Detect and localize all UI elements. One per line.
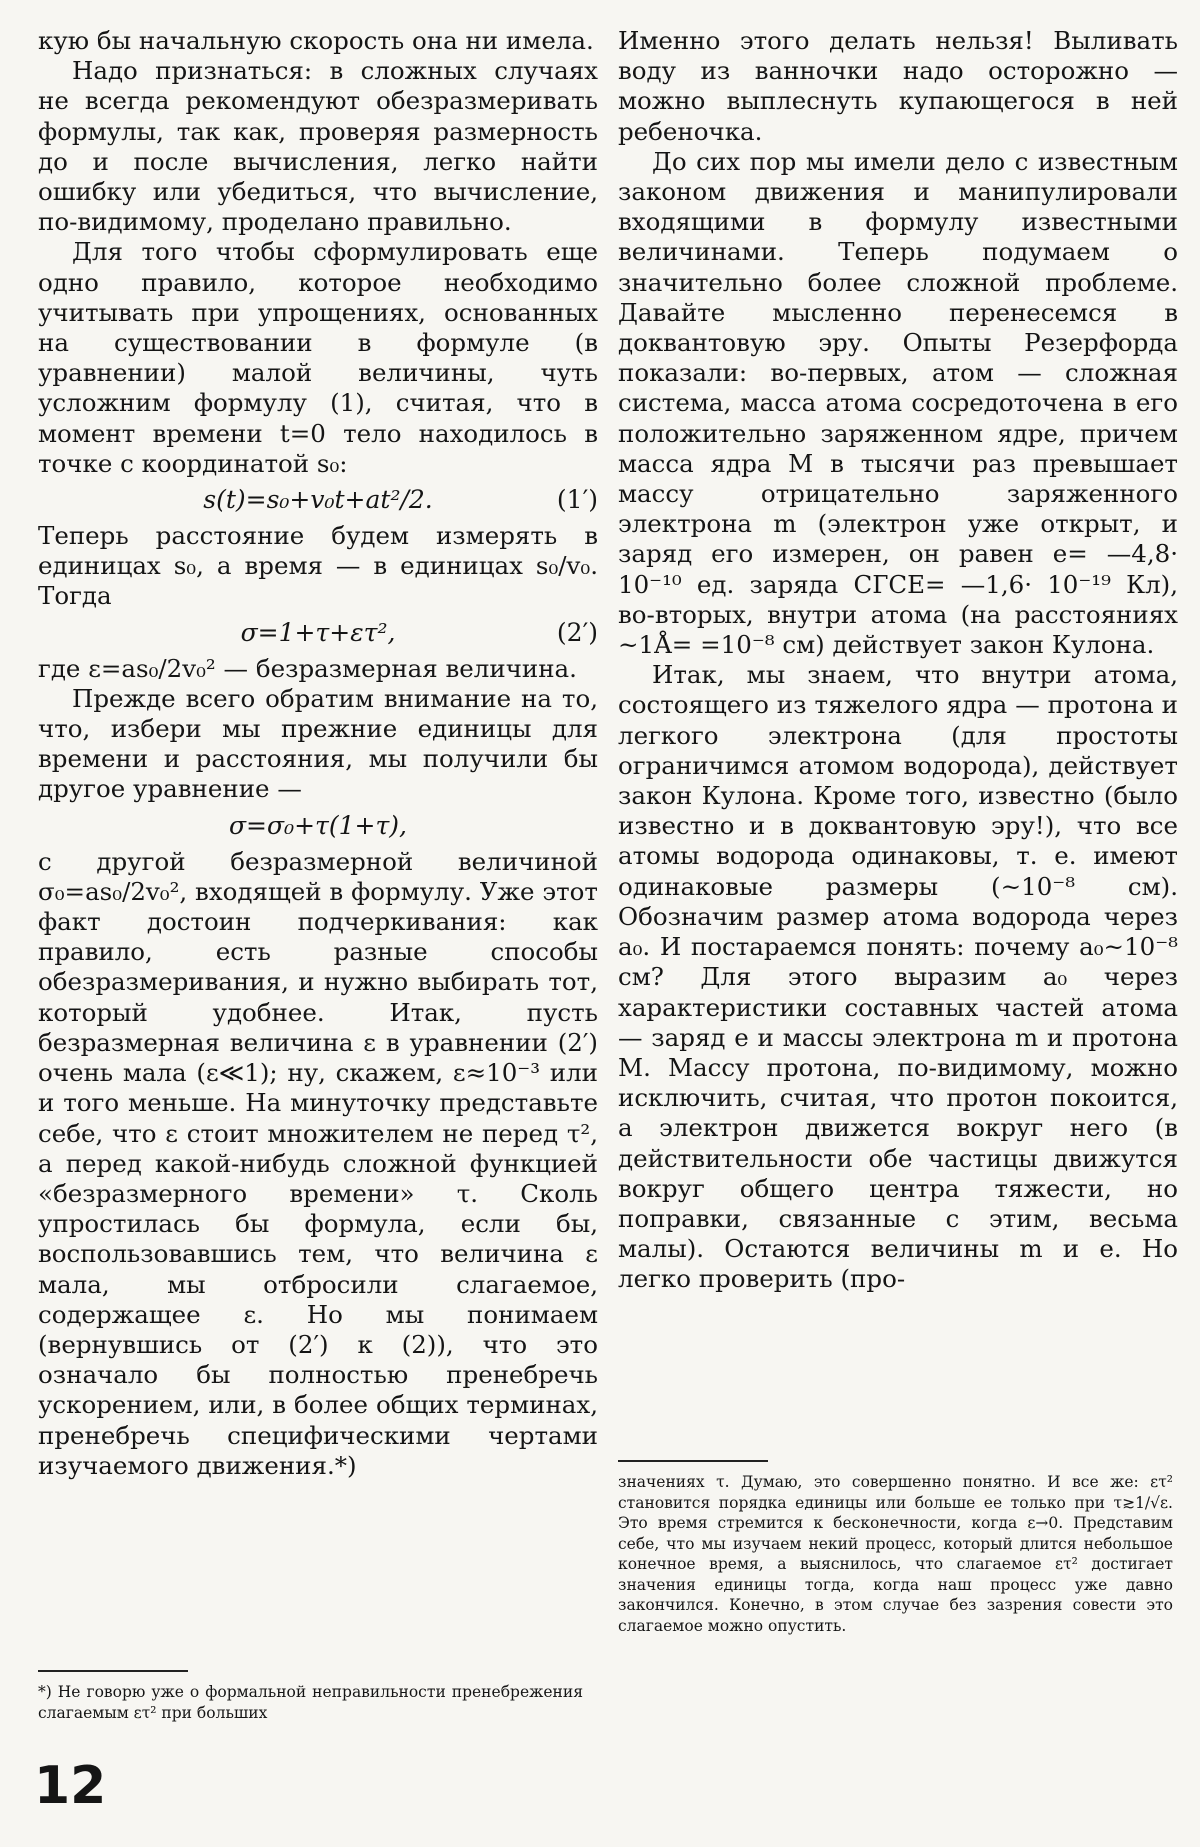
paragraph: Итак, мы знаем, что внутри атома, состоящего из тяжелого ядра — протона и легкого электрона (для простоты ограничимся атомом водорода), действует закон Кулона. Кроме того, известно (было известно и в доквантовую эру!), что все атомы водорода одинаковы, т. е. имеют одинаковые размеры (~10⁻⁸ см). Обозначим размер атома водорода через a₀. И постараемся понять: почему a₀~10⁻⁸ см? Для этого выразим a₀ через характеристики составных частей атома — заряд e и массы электрона m и протона M. Массу протона, по-видимому, можно исключить, считая, что протон покоится, а электрон движется вокруг него (в действительности обе частицы движутся вокруг общего центра тяжести, но поправки, связанные с этим, весьма малы). Остаются величины m и e. Но легко проверить (про- — [618, 660, 1178, 1294]
paragraph: Именно этого делать нельзя! Выливать воду из ванночки надо осторожно — можно выплеснуть купающегося в ней ребеночка. — [618, 26, 1178, 146]
paragraph: Прежде всего обратим внимание на то, что, избери мы прежние единицы для времени и расстояния, мы получили бы другое уравнение — — [38, 683, 598, 804]
paragraph: где ε=as₀/2v₀² — безразмерная величина. — [38, 653, 577, 683]
paragraph: Надо признаться: в сложных случаях не всегда рекомендуют обезразмеривать формулы, так как, проверяя размерность до и после вычисления, легко найти ошибку или убедиться, что вычисление, по-видимому, проделано правильно. — [38, 56, 598, 237]
formula-number: (1′) — [556, 485, 598, 515]
formula-number: (2′) — [556, 617, 598, 647]
footnote: *) Не говорю уже о формальной неправильности пренебрежения слагаемым ετ² при больших — [38, 1683, 583, 1722]
formula-2-prime — [38, 618, 598, 648]
formula-text: σ=1+τ+ετ², — [240, 617, 396, 647]
paragraph: с другой безразмерной величиной σ₀=as₀/2v₀², входящей в формулу. Уже этот факт достоин подчеркивания: как правило, есть разные способы обезразмеривания, и нужно выбирать тот, который удобнее. Итак, пусть безразмерная величина ε в уравнении (2′) очень мала (ε≪1); ну, скажем, ε≈10⁻³ или и того меньше. На минуточку представьте себе, что ε стоит множителем не перед τ², а перед какой-нибудь сложной функцией «безразмерного времени» τ. Сколь упростилась бы формула, если бы, воспользовавшись тем, что величина ε мала, мы отбросили слагаемое, содержащее ε. Но мы понимаем (вернувшись от (2′) к (2)), что это означало бы полностью пренебречь ускорением, или, в более общих терминах, пренебречь специфическими чертами изучаемого движения.*) — [38, 846, 598, 1480]
footnote-divider — [38, 1670, 188, 1672]
paragraph: Для того чтобы сформулировать еще одно правило, которое необходимо учитывать при упрощениях, основанных на существовании в формуле (в уравнении) малой величины, чуть усложним формулу (1), считая, что в момент времени t=0 тело находилось в точке с координатой s₀: — [38, 237, 598, 478]
footnote-continuation: значениях τ. Думаю, это совершенно понятно. И все же: ετ² становится порядка единицы или больше ее только при τ≳1/√ε. Это время стремится к бесконечности, когда ε→0. Представим себе, что мы изучаем некий процесс, который длится небольшое конечное время, а выяснилось, что слагаемое ετ² достигает значения единицы тогда, когда наш процесс уже давно закончился. Конечно, в этом случае без зазрения совести это слагаемое можно опустить. — [618, 1473, 1173, 1635]
left-footnote-area — [38, 1670, 583, 1723]
paragraph: Теперь расстояние будем измерять в единицах s₀, а время — в единицах s₀/v₀. Тогда — [38, 521, 598, 611]
left-column — [38, 26, 598, 1481]
formula-1-prime — [38, 485, 598, 515]
formula-3 — [38, 811, 598, 841]
formula-text: s(t)=s₀+v₀t+at²/2. — [203, 485, 433, 515]
paragraph: До сих пор мы имели дело с известным законом движения и манипулировали входящими в формулу известными величинами. Теперь подумаем о значительно более сложной проблеме. Давайте мысленно перенесемся в доквантовую эру. Опыты Резерфорда показали: во-первых, атом — сложная система, масса атома сосредоточена в его положительно заряженном ядре, причем масса ядра M в тысячи раз превышает массу отрицательно заряженного электрона m (электрон уже открыт, и заряд его измерен, он равен e= —4,8· 10⁻¹⁰ ед. заряда СГСЕ= —1,6· 10⁻¹⁹ Кл), во-вторых, внутри атома (на расстояниях ~1Å= =10⁻⁸ см) действует закон Кулона. — [618, 146, 1178, 660]
page-number: 12 — [34, 1756, 107, 1816]
formula-text: σ=σ₀+τ(1+τ), — [228, 810, 407, 840]
paragraph: кую бы начальную скорость она ни имела. — [38, 26, 594, 55]
right-footnote-area — [618, 1460, 1173, 1636]
right-column — [618, 26, 1178, 1295]
footnote-divider — [618, 1460, 768, 1462]
